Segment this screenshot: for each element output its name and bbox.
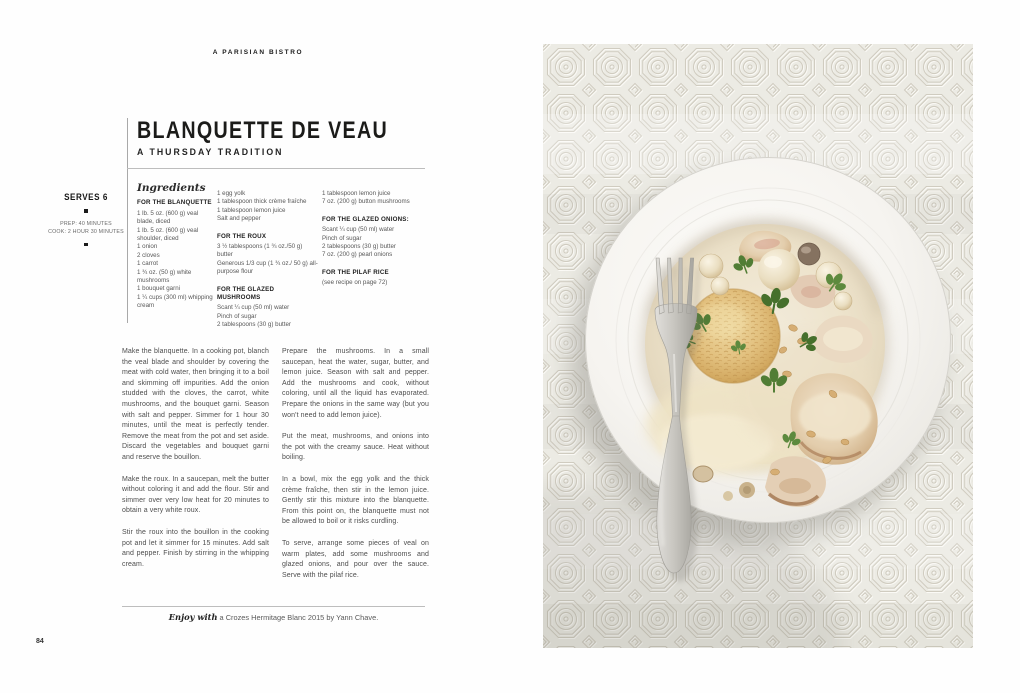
pairing-text: a Crozes Hermitage Blanc 2015 by Yann Chave. — [217, 613, 379, 622]
ingredient-item: 7 oz. (200 g) pearl onions — [322, 251, 393, 259]
ingredient-item: 3 ½ tablespoons (1 ¾ oz./50 g) butter — [217, 243, 303, 259]
method-paragraph: Put the meat, mushrooms, and onions into the pot with the creamy sauce. Heat without boiling. — [282, 433, 429, 462]
method-paragraph: Make the roux. In a saucepan, melt the butter without coloring it and add the flour. Stir and simmer over very low heat for 20 minutes to obtain a very white roux. — [122, 475, 269, 515]
ingredients-column-1 — [137, 184, 215, 320]
running-head: A PARISIAN BISTRO — [212, 49, 304, 56]
ingredient-item: 1 ¾ oz. (50 g) white mushrooms — [137, 268, 192, 285]
recipe-subtitle: A THURSDAY TRADITION — [137, 147, 284, 158]
ingredient-item: 1 tablespoon lemon juice — [217, 206, 286, 214]
prep-time: PREP: 40 MINUTES — [60, 220, 112, 227]
ingredient-item: 7 oz. (200 g) button mushrooms — [322, 198, 410, 206]
dark-mushroom — [798, 243, 820, 265]
method-paragraph: To serve, arrange some pieces of veal on warm plates, add some mushrooms and glazed onions, and pour over the sauce. Serve with the pilaf rice. — [282, 539, 429, 579]
ingredient-item: 2 tablespoons (30 g) butter — [217, 321, 291, 329]
ingredient-item: Pinch of sugar — [217, 312, 257, 320]
pairing-rule — [122, 606, 425, 607]
ingredient-group — [137, 199, 215, 310]
ingredient-item: Scant ¼ cup (50 ml) water — [322, 226, 395, 234]
serves-block — [41, 192, 131, 253]
method-column-right — [282, 347, 429, 592]
ingredient-item: 2 tablespoons (30 g) butter — [322, 243, 396, 251]
serves-label: SERVES 6 — [64, 192, 108, 202]
ingredient-item: Pinch of sugar — [322, 234, 362, 242]
ingredients-heading: Ingredients — [137, 182, 206, 194]
ingredient-item: 1 onion — [137, 243, 158, 251]
ingredient-item: 2 cloves — [137, 251, 160, 259]
ingredient-group-heading: FOR THE BLANQUETTE — [137, 199, 212, 207]
title-horizontal-rule — [127, 168, 425, 169]
ingredient-group — [322, 216, 426, 260]
ingredient-item: 1 lb. 5 oz. (600 g) veal blade, diced — [137, 209, 199, 226]
ingredient-group-heading: FOR THE GLAZED ONIONS: — [322, 215, 409, 223]
square-bullet-icon — [84, 209, 88, 213]
ingredient-group — [322, 269, 426, 288]
ingredient-group — [217, 233, 319, 277]
ingredient-group-heading: FOR THE PILAF RICE — [322, 268, 389, 276]
cook-time: COOK: 2 HOUR 30 MINUTES — [48, 228, 124, 235]
square-bullet-icon — [84, 243, 88, 247]
ingredient-item: 1 carrot — [137, 260, 158, 268]
ingredient-item: 1 tablespoon thick crème fraîche — [217, 198, 307, 206]
ingredient-item: (see recipe on page 72) — [322, 279, 388, 287]
ingredients-column-3 — [322, 190, 426, 297]
ingredient-item: 1 lb. 5 oz. (600 g) veal shoulder, diced — [137, 226, 199, 243]
method-paragraph: In a bowl, mix the egg yolk and the thick crème fraîche, then stir in the lemon juice. Gently stir this mixture into the blanquette. From this point on, the blanquette must not be allowed to boil or it risks curdling. — [282, 475, 429, 526]
ingredient-item: 1 bouquet garni — [137, 285, 181, 293]
method-paragraph: Prepare the mushrooms. In a small saucepan, heat the water, sugar, butter, and lemon juice. Season with salt and pepper. Add the mushrooms and cook, without coloring, until all the liquid has evaporated. Prepare the onions in the same way (but you won't need to add lemon juice). — [282, 348, 429, 419]
method-column-left — [122, 347, 269, 581]
pairing-prefix: Enjoy with — [168, 612, 218, 622]
recipe-title: BLANQUETTE DE VEAU — [137, 117, 389, 144]
ingredient-group — [217, 190, 319, 224]
ingredient-item: Salt and pepper — [217, 215, 261, 223]
ingredient-group — [217, 286, 319, 330]
ingredient-group — [322, 190, 426, 207]
ingredient-item: 1 ¼ cups (300 ml) whipping cream — [137, 293, 213, 310]
page-number: 84 — [36, 638, 44, 645]
dish-photo-canvas — [543, 44, 973, 648]
ingredient-group-heading: FOR THE GLAZED MUSHROOMS — [217, 285, 275, 302]
ingredient-item: 1 egg yolk — [217, 190, 246, 197]
method-paragraph: Stir the roux into the bouillon in the cooking pot and let it simmer for 15 minutes. Add salt and pepper. Finish by stirring in the whipping cream. — [122, 528, 269, 568]
ingredient-item: Generous 1/3 cup (1 ¾ oz./ 50 g) all-purpose flour — [217, 259, 318, 276]
ingredient-item: Scant ¼ cup (50 ml) water — [217, 304, 290, 312]
wine-pairing — [122, 612, 425, 622]
ingredient-group-heading: FOR THE ROUX — [217, 232, 267, 240]
method-paragraph: Make the blanquette. In a cooking pot, blanch the veal blade and shoulder by covering the meat with cold water, then bringing it to a boil and skimming off impurities. Add the onion studded with the cloves, the carrot, white mushrooms, and the bouquet garni. Season with salt and pepper. Simmer for 1 hour 30 minutes, until the meat is perfectly tender. Remove the meat from the pot and set aside. Discard the vegetables and bouquet garni and reserve the bouillon. — [122, 348, 269, 461]
dish-photo — [543, 44, 973, 648]
ingredients-column-2 — [217, 190, 319, 339]
ingredient-item: 1 tablespoon lemon juice — [322, 190, 391, 197]
